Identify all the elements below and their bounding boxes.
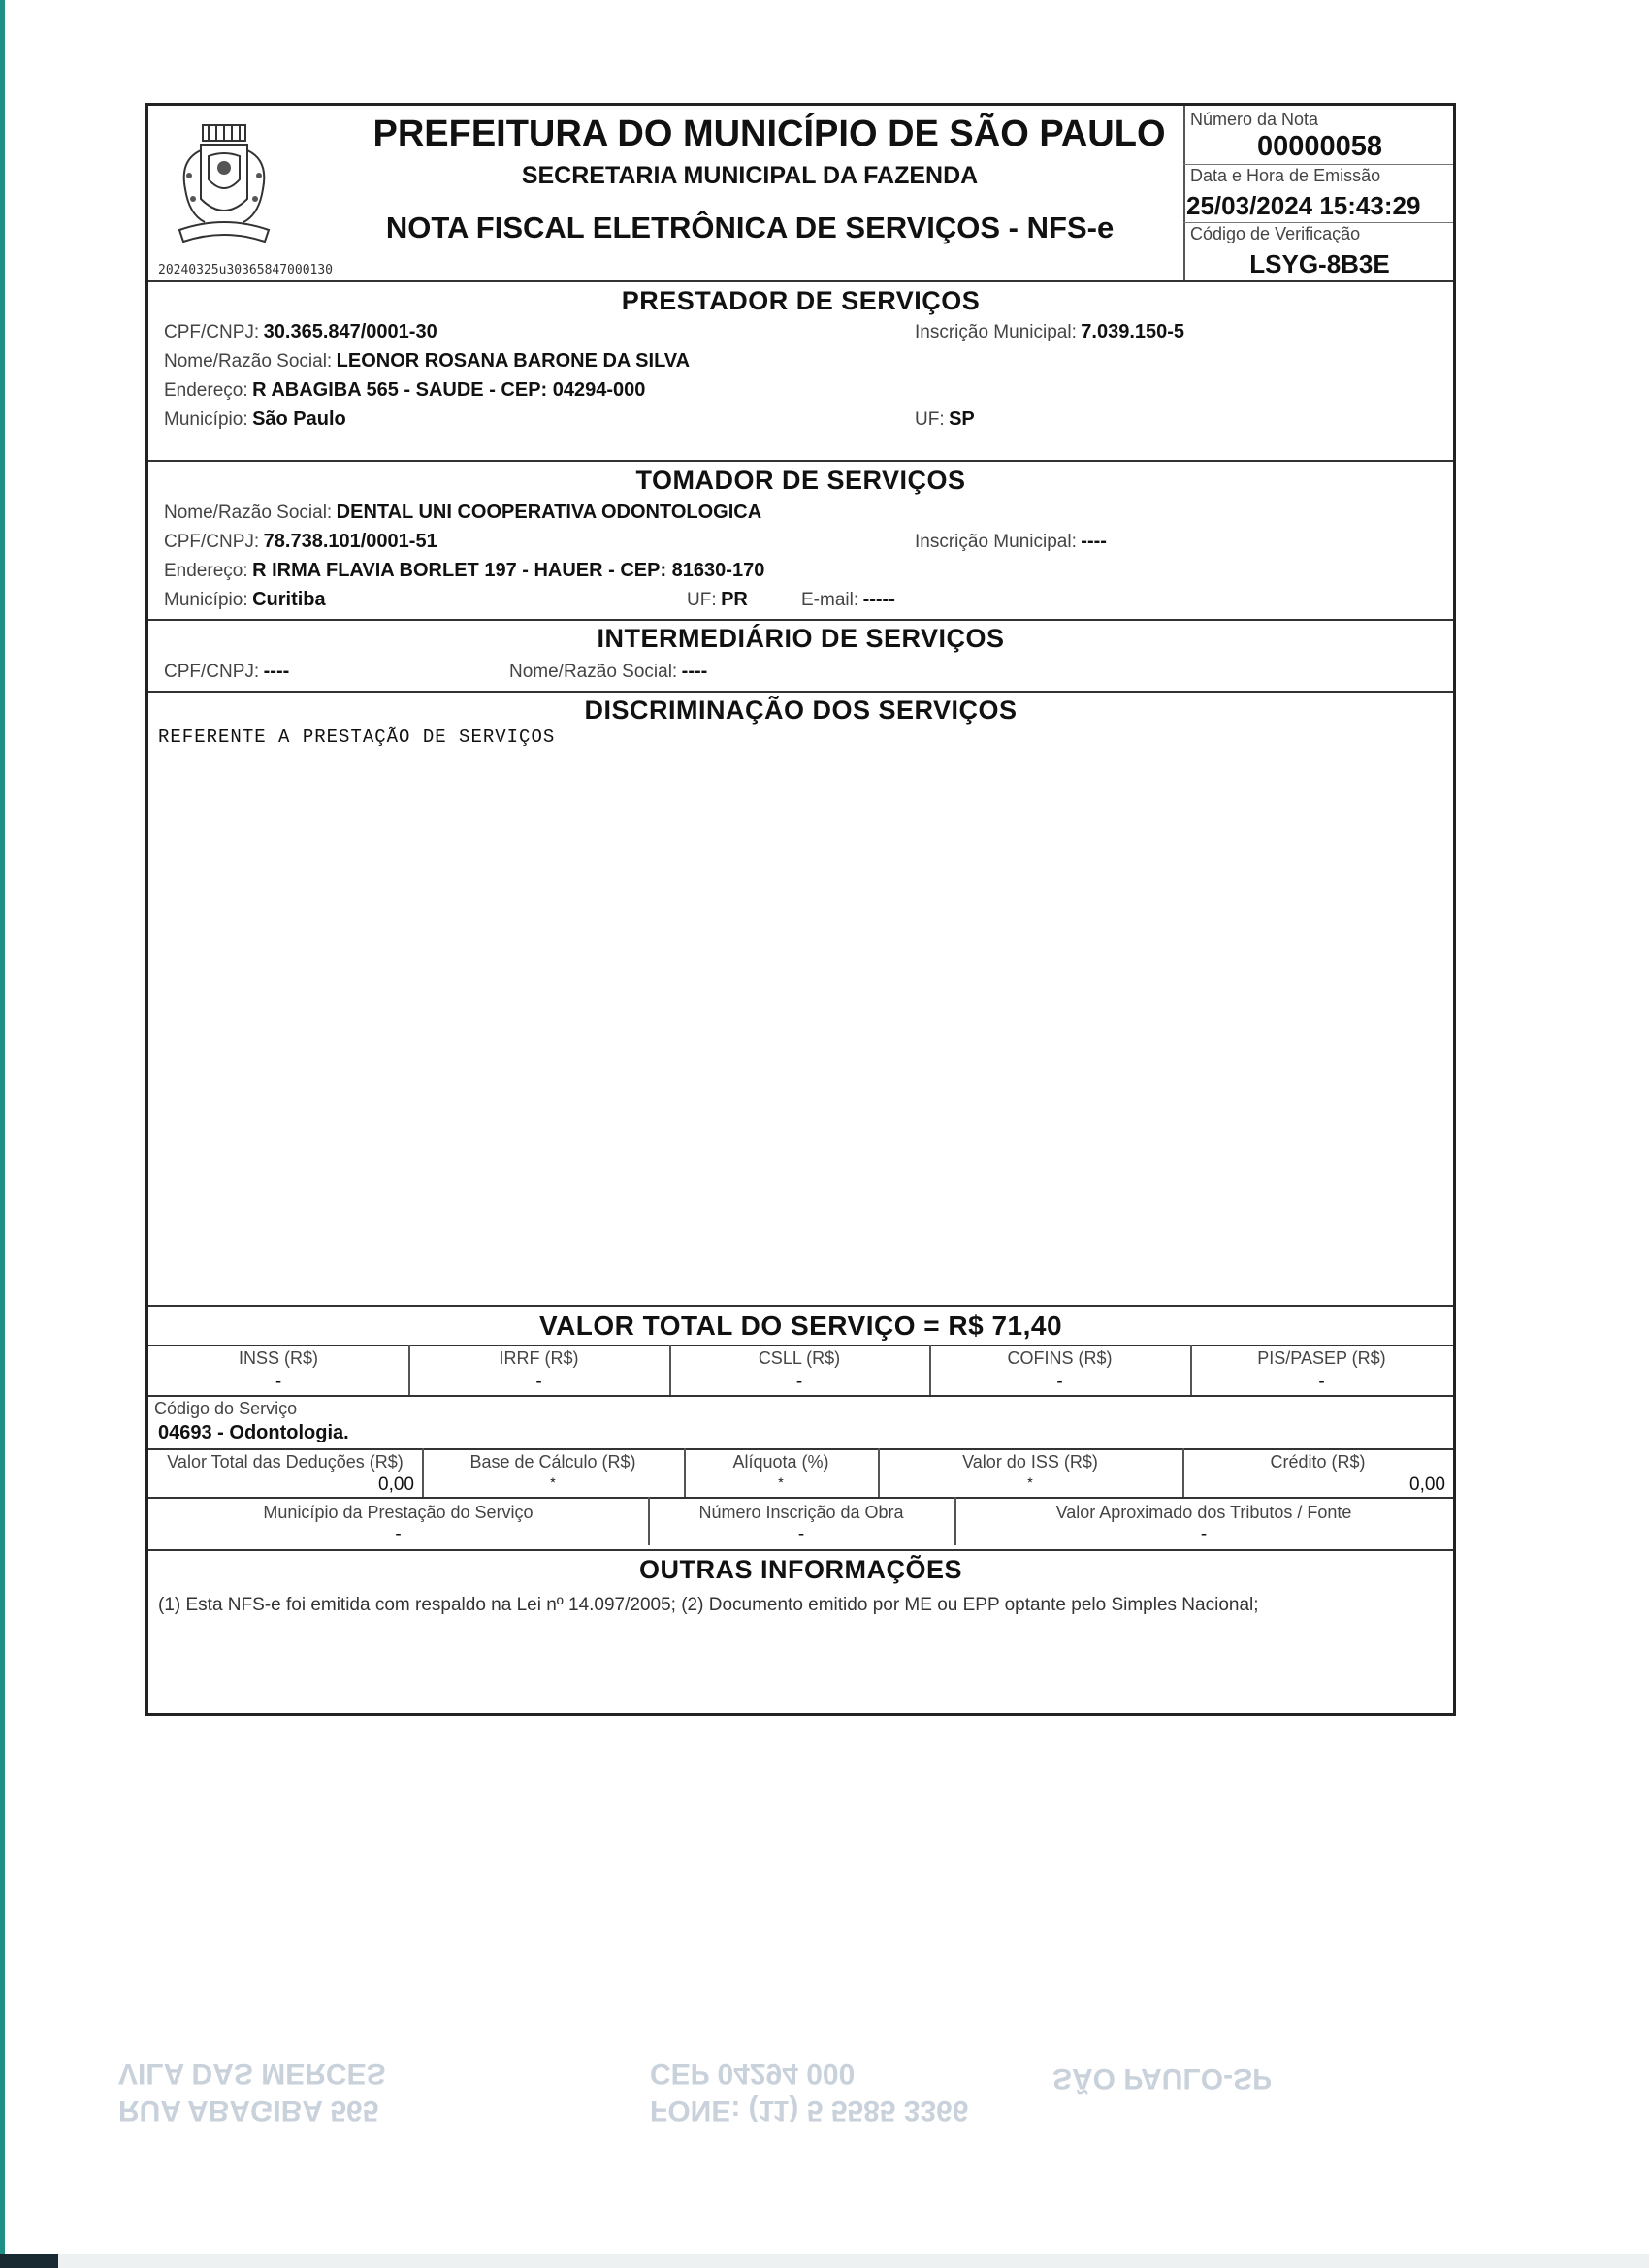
intermediario-nome-label: Nome/Razão Social: [509, 662, 678, 682]
prestador-cpf-label: CPF/CNPJ: [164, 322, 260, 342]
numero-label: Número da Nota [1190, 110, 1319, 129]
tomador-cpf-label: CPF/CNPJ: [164, 532, 260, 552]
codigo-verificacao-value: LSYG-8B3E [1249, 249, 1390, 278]
document-type: NOTA FISCAL ELETRÔNICA DE SERVIÇOS - NFS-e [385, 211, 1115, 244]
tributo-irrf-label: IRRF (R$) [499, 1348, 579, 1368]
prestador-title: PRESTADOR DE SERVIÇOS [621, 286, 981, 315]
tributo-inss-label: INSS (R$) [238, 1348, 318, 1368]
local-municipio-value: - [395, 1524, 402, 1544]
tomador-municipio-value: Curitiba [252, 589, 326, 610]
calc-credito-value: 0,00 [1409, 1474, 1445, 1495]
codigo-servico-value: 04693 - Odontologia. [158, 1422, 349, 1443]
tomador-uf-value: PR [721, 589, 748, 610]
tributo-cofins-value: - [1056, 1372, 1063, 1392]
local-tributos-label: Valor Aproximado dos Tributos / Fonte [1055, 1503, 1352, 1522]
prestador-uf-label: UF: [915, 409, 945, 430]
tributo-csll-value: - [795, 1372, 803, 1392]
page-subtitle: SECRETARIA MUNICIPAL DA FAZENDA [521, 162, 979, 189]
prestador-cpf-value: 30.365.847/0001-30 [263, 321, 437, 342]
tributo-irrf-value: - [535, 1372, 542, 1392]
prestador-endereco-label: Endereço: [164, 380, 248, 401]
local-tributos-value: - [1200, 1524, 1208, 1544]
calc-base-label: Base de Cálculo (R$) [469, 1452, 636, 1472]
city-coat-of-arms [166, 121, 282, 267]
tributo-pispasep-label: PIS/PASEP (R$) [1257, 1348, 1386, 1368]
tomador-email-value: ----- [862, 589, 895, 610]
calc-credito-label: Crédito (R$) [1270, 1452, 1366, 1472]
scan-corner [0, 2254, 58, 2268]
outras-text: (1) Esta NFS-e foi emitida com respaldo na Lei nº 14.097/2005; (2) Documento emitido por ME ou EPP optante pelo Simples Nacional; [158, 1595, 1259, 1615]
bleed-through-line-3: FONE: (11) 5 5585 3366 [650, 2094, 969, 2126]
scan-edge [0, 0, 5, 2268]
codigo-verificacao-label: Código de Verificação [1190, 224, 1361, 243]
bleed-through-line-4: CEP 04294 000 [650, 2057, 856, 2090]
prestador-nome-label: Nome/Razão Social: [164, 351, 333, 372]
tributo-pispasep-value: - [1318, 1372, 1325, 1392]
page-title: PREFEITURA DO MUNICÍPIO DE SÃO PAULO [372, 113, 1166, 154]
discriminacao-title: DISCRIMINAÇÃO DOS SERVIÇOS [584, 696, 1018, 725]
tomador-cpf-value: 78.738.101/0001-51 [263, 531, 437, 552]
tomador-endereco-label: Endereço: [164, 561, 248, 581]
intermediario-nome-value: ---- [681, 661, 708, 682]
prestador-municipio-label: Município: [164, 409, 248, 430]
intermediario-cpf-label: CPF/CNPJ: [164, 662, 260, 682]
calc-iss-label: Valor do ISS (R$) [962, 1452, 1098, 1472]
tomador-municipio-label: Município: [164, 590, 248, 610]
bleed-through-line-1: RUA ABAGIBA 565 [118, 2094, 379, 2126]
tomador-im-label: Inscrição Municipal: [915, 532, 1077, 552]
tributo-csll-label: CSLL (R$) [758, 1348, 841, 1368]
intermediario-cpf-value: ---- [263, 661, 290, 682]
prestador-im-value: 7.039.150-5 [1081, 321, 1185, 342]
calc-iss-value: * [1027, 1474, 1033, 1490]
logo-code: 20240325u30365847000130 [158, 263, 334, 277]
local-obra-value: - [797, 1524, 805, 1544]
codigo-servico-label: Código do Serviço [154, 1399, 298, 1418]
calc-base-value: * [550, 1474, 556, 1490]
calc-aliquota-label: Alíquota (%) [732, 1452, 829, 1472]
local-municipio-label: Município da Prestação do Serviço [263, 1503, 534, 1522]
calc-aliquota-value: * [778, 1474, 784, 1490]
data-emissao-label: Data e Hora de Emissão [1190, 166, 1381, 185]
valor-total: VALOR TOTAL DO SERVIÇO = R$ 71,40 [538, 1311, 1063, 1341]
bleed-through-line-2: VILA DAS MERCES [118, 2057, 386, 2090]
tomador-uf-label: UF: [687, 590, 717, 610]
calc-deducoes-label: Valor Total das Deduções (R$) [167, 1452, 404, 1472]
tomador-endereco-value: R IRMA FLAVIA BORLET 197 - HAUER - CEP: 81630-170 [252, 560, 765, 581]
numero-value: 00000058 [1256, 131, 1383, 162]
data-emissao-value: 25/03/2024 15:43:29 [1186, 191, 1421, 220]
prestador-endereco-value: R ABAGIBA 565 - SAUDE - CEP: 04294-000 [252, 379, 646, 401]
tributo-inss-value: - [275, 1372, 282, 1392]
tomador-im-value: ---- [1081, 531, 1107, 552]
tributo-cofins-label: COFINS (R$) [1007, 1348, 1113, 1368]
outras-title: OUTRAS INFORMAÇÕES [639, 1555, 962, 1584]
discriminacao-text: REFERENTE A PRESTAÇÃO DE SERVIÇOS [158, 727, 556, 748]
prestador-uf-value: SP [949, 408, 975, 430]
tomador-nome-label: Nome/Razão Social: [164, 502, 333, 523]
prestador-nome-value: LEONOR ROSANA BARONE DA SILVA [336, 350, 691, 372]
calc-deducoes-value: 0,00 [378, 1474, 414, 1495]
intermediario-title: INTERMEDIÁRIO DE SERVIÇOS [597, 624, 1005, 653]
nfse-document [146, 103, 1456, 1716]
tomador-email-label: E-mail: [801, 590, 859, 610]
tomador-title: TOMADOR DE SERVIÇOS [635, 466, 966, 495]
prestador-im-label: Inscrição Municipal: [915, 322, 1077, 342]
local-obra-label: Número Inscrição da Obra [698, 1503, 904, 1522]
prestador-municipio-value: São Paulo [252, 408, 346, 430]
tomador-nome-value: DENTAL UNI COOPERATIVA ODONTOLOGICA [336, 502, 762, 523]
scan-bottom-edge [0, 2254, 1649, 2268]
bleed-through-line-5: SÃO PAULO-SP [1052, 2062, 1273, 2094]
